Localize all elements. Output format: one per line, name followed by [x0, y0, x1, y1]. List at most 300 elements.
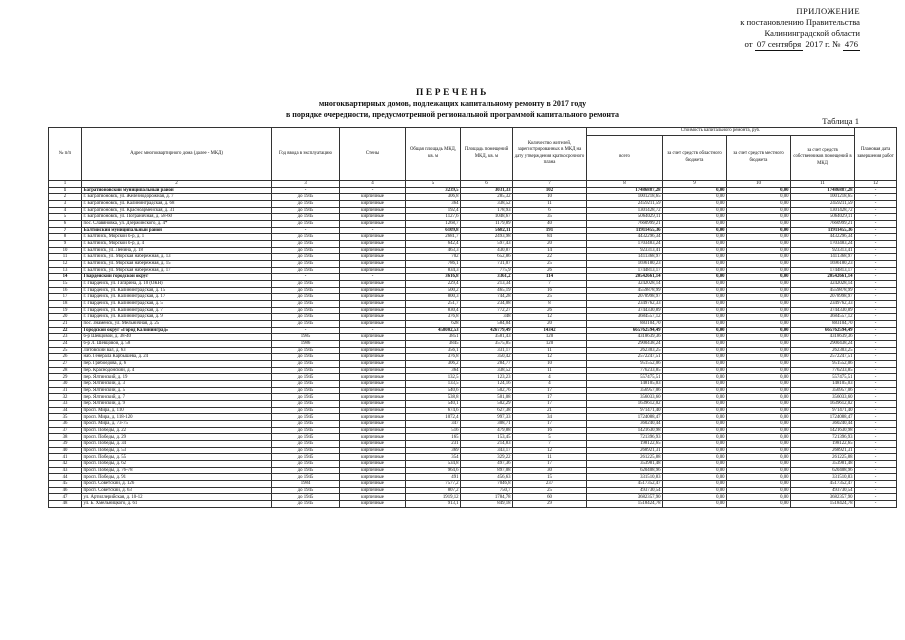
row-number: 43	[49, 467, 82, 474]
planned-date-cell: -	[855, 414, 897, 421]
regional-cost-cell: 0,00	[663, 200, 727, 207]
area-premises-cell: 3575,85	[461, 340, 513, 347]
area-total-cell: 830,4	[406, 307, 461, 314]
table-row	[49, 247, 897, 254]
area-premises-cell: 731,07	[461, 260, 513, 267]
residents-cell: 15	[513, 474, 587, 481]
owners-cost-cell: 4517352,47	[791, 481, 855, 488]
table-row	[49, 280, 897, 287]
local-cost-cell: 0,00	[727, 467, 791, 474]
local-cost-cell: 0,00	[727, 354, 791, 361]
owners-cost-cell: 1421630,98	[791, 427, 855, 434]
walls-cell: кирпичные	[340, 414, 406, 421]
residents-cell: 17	[513, 401, 587, 408]
address-cell: г. Багратионовск, ул. Пограничная, д. 58-60	[82, 214, 272, 221]
header-year: Год ввода в эксплуатацию	[272, 128, 340, 181]
area-premises-cell: 502,29	[461, 401, 513, 408]
total-cost-cell: 620408,96	[587, 467, 663, 474]
row-number: 36	[49, 421, 82, 428]
planned-date-cell: -	[855, 347, 897, 354]
address-cell: г. Гвардейск, ул. Калининградская, д. 17	[82, 294, 272, 301]
total-cost-cell: 665762594,49	[587, 327, 663, 334]
walls-cell: кирпичные	[340, 461, 406, 468]
row-number: 10	[49, 247, 82, 254]
local-cost-cell: 0,00	[727, 207, 791, 214]
walls-cell: кирпичные	[340, 421, 406, 428]
walls-cell: кирпичные	[340, 387, 406, 394]
row-number: 14	[49, 274, 82, 281]
walls-cell: кирпичные	[340, 441, 406, 448]
residents-cell: 25	[513, 260, 587, 267]
year-cell: до 1945	[272, 454, 340, 461]
table-row	[49, 447, 897, 454]
walls-cell: кирпичные	[340, 214, 406, 221]
table-row	[49, 474, 897, 481]
appendix-heading: ПРИЛОЖЕНИЕ	[796, 6, 860, 16]
total-cost-cell: 721396,93	[587, 434, 663, 441]
total-cost-cell: 951552,06	[587, 360, 663, 367]
local-cost-cell: 0,00	[727, 320, 791, 327]
address-cell: б-р Шевцовой, д. 38-40	[82, 334, 272, 341]
area-premises-cell: 3031,33	[461, 187, 513, 194]
owners-cost-cell: 923313,41	[791, 247, 855, 254]
table-row	[49, 421, 897, 428]
area-total-cell: 347	[406, 421, 461, 428]
area-premises-cell: 178,93	[461, 207, 513, 214]
planned-date-cell: -	[855, 487, 897, 494]
residents-cell: 14342	[513, 327, 587, 334]
row-number: 17	[49, 294, 82, 301]
address-cell: просп. Победы, д. 53	[82, 447, 272, 454]
regional-cost-cell: 0,00	[663, 187, 727, 194]
table-row	[49, 320, 897, 327]
header-local: за счет средств местного бюджета	[727, 135, 791, 180]
total-cost-cell: 198122,65	[587, 441, 663, 448]
row-number: 5	[49, 214, 82, 221]
regional-cost-cell: 0,00	[663, 487, 727, 494]
owners-cost-cell: 262303,25	[791, 347, 855, 354]
regional-cost-cell: 0,00	[663, 481, 727, 488]
regional-cost-cell: 0,00	[663, 360, 727, 367]
total-cost-cell: 5064029,11	[587, 214, 663, 221]
walls-cell: кирпичные	[340, 234, 406, 241]
column-number: 5	[406, 180, 461, 187]
area-total-cell: 231	[406, 441, 461, 448]
local-cost-cell: 0,00	[727, 441, 791, 448]
total-cost-cell: 3682357,90	[587, 494, 663, 501]
walls-cell: кирпичные	[340, 360, 406, 367]
walls-cell: кирпичные	[340, 367, 406, 374]
residents-cell: 60	[513, 494, 587, 501]
table-row	[49, 387, 897, 394]
owners-cost-cell: 4559878,99	[791, 287, 855, 294]
residents-cell: 25	[513, 294, 587, 301]
walls-cell: кирпичные	[340, 394, 406, 401]
owners-cost-cell: 2572247,51	[791, 354, 855, 361]
residents-cell: 30	[513, 467, 587, 474]
area-total-cell: 642,4	[406, 240, 461, 247]
residents-cell: 34	[513, 414, 587, 421]
residents-cell: 10	[513, 360, 587, 367]
table-row	[49, 314, 897, 321]
regional-cost-cell: 0,00	[663, 247, 727, 254]
owners-cost-cell: 1703483,24	[791, 240, 855, 247]
area-premises-cell: 997,33	[461, 414, 513, 421]
year-cell: до 1945	[272, 194, 340, 201]
subtotal-row	[49, 187, 897, 194]
local-cost-cell: 0,00	[727, 387, 791, 394]
area-total-cell: 165	[406, 434, 461, 441]
area-premises-cell: 338,52	[461, 200, 513, 207]
planned-date-cell: -	[855, 427, 897, 434]
walls-cell: кирпичные	[340, 494, 406, 501]
area-premises-cell: 350,42	[461, 354, 513, 361]
local-cost-cell: 0,00	[727, 327, 791, 334]
regional-cost-cell: 0,00	[663, 220, 727, 227]
total-cost-cell: 17486887,28	[587, 187, 663, 194]
owners-cost-cell: 493730,54	[791, 487, 855, 494]
area-premises-cell: 3361,2	[461, 274, 513, 281]
regional-cost-cell: 0,00	[663, 401, 727, 408]
area-total-cell: 800,3	[406, 294, 461, 301]
owners-cost-cell: 557475,51	[791, 374, 855, 381]
owners-cost-cell: 665762594,49	[791, 327, 855, 334]
appendix-block	[650, 6, 860, 51]
area-premises-cell: 3581,43	[461, 334, 513, 341]
local-cost-cell: 0,00	[727, 494, 791, 501]
row-number: 42	[49, 461, 82, 468]
area-total-cell: 356,1	[406, 347, 461, 354]
area-premises-cell: 348	[461, 314, 513, 321]
residents-cell: 191	[513, 227, 587, 234]
table-row	[49, 354, 897, 361]
planned-date-cell: -	[855, 294, 897, 301]
regional-cost-cell: 0,00	[663, 501, 727, 508]
walls-cell: кирпичные	[340, 260, 406, 267]
residents-cell: 114	[513, 274, 587, 281]
row-number: 8	[49, 234, 82, 241]
owners-cost-cell: 4432296,34	[791, 234, 855, 241]
owners-cost-cell: 3682357,90	[791, 494, 855, 501]
row-number: 26	[49, 354, 82, 361]
walls-cell: кирпичные	[340, 354, 406, 361]
column-number: 2	[82, 180, 272, 187]
table-row	[49, 340, 897, 347]
area-premises-cell: 479,88	[461, 427, 513, 434]
table-row	[49, 407, 897, 414]
planned-date-cell: -	[855, 447, 897, 454]
column-number: 7	[513, 180, 587, 187]
address-cell: г. Гвардейск, ул. Калининградская, д. 9	[82, 314, 272, 321]
planned-date-cell: -	[855, 334, 897, 341]
table-row	[49, 260, 897, 267]
appendix-region-line: Калининградской области	[764, 28, 860, 38]
regional-cost-cell: 0,00	[663, 254, 727, 261]
address-cell: г. Балтийск, ул. Ленина, д. 18	[82, 247, 272, 254]
header-residents: Количество жителей, зарегистрированных в МКД на дату утверждения краткосрочного плана	[513, 128, 587, 181]
area-total-cell: 364	[406, 367, 461, 374]
area-premises-cell: 284,77	[461, 360, 513, 367]
year-cell: до 1945	[272, 421, 340, 428]
header-owners: за счет средств собственников помещений в МКД	[791, 135, 855, 180]
table-row	[49, 441, 897, 448]
residents-cell: 17	[513, 461, 587, 468]
local-cost-cell: 0,00	[727, 260, 791, 267]
area-total-cell: 491	[406, 474, 461, 481]
address-cell: г. Гвардейск, ул. Калининградская, д. 15	[82, 287, 272, 294]
local-cost-cell: 0,00	[727, 294, 791, 301]
table-body	[49, 187, 897, 507]
date-prefix: от	[744, 39, 753, 49]
area-total-cell: 229,4	[406, 280, 461, 287]
residents-cell: 17	[513, 394, 587, 401]
planned-date-cell: -	[855, 454, 897, 461]
area-premises-cell: 501,08	[461, 394, 513, 401]
owners-cost-cell: 1301428,72	[791, 207, 855, 214]
table-row	[49, 360, 897, 367]
row-number: 33	[49, 401, 82, 408]
residents-cell: 237	[513, 481, 587, 488]
year-cell: 1986	[272, 340, 340, 347]
table-row	[49, 467, 897, 474]
area-total-cell: 463,3	[406, 247, 461, 254]
area-total-cell: 702	[406, 254, 461, 261]
local-cost-cell: 0,00	[727, 247, 791, 254]
regional-cost-cell: 0,00	[663, 327, 727, 334]
row-number: 4	[49, 207, 82, 214]
area-premises-cell: 897,08	[461, 467, 513, 474]
residents-cell: 11	[513, 454, 587, 461]
area-premises-cell: 627,38	[461, 407, 513, 414]
owners-cost-cell: 20542661,14	[791, 274, 855, 281]
row-number: 15	[49, 280, 82, 287]
address-cell: просп. Победы, д. 91	[82, 474, 272, 481]
row-number: 27	[49, 360, 82, 367]
table-row	[49, 207, 897, 214]
table-row	[49, 300, 897, 307]
area-total-cell: 3851	[406, 334, 461, 341]
regional-cost-cell: 0,00	[663, 380, 727, 387]
row-number: 44	[49, 474, 82, 481]
year-cell: до 1945	[272, 401, 340, 408]
planned-date-cell: -	[855, 421, 897, 428]
total-cost-cell: 1696180,23	[587, 260, 663, 267]
planned-date-cell: -	[855, 461, 897, 468]
owners-cost-cell: 951552,06	[791, 360, 855, 367]
walls-cell: кирпичные	[340, 240, 406, 247]
address-cell: Гвардейский городской округ	[82, 274, 272, 281]
year-cell: до 1945	[272, 347, 340, 354]
regional-cost-cell: 0,00	[663, 267, 727, 274]
planned-date-cell: -	[855, 441, 897, 448]
row-number: 30	[49, 380, 82, 387]
year-cell: до 1945	[272, 300, 340, 307]
planned-date-cell: -	[855, 327, 897, 334]
row-number: 18	[49, 300, 82, 307]
residents-cell: 7	[513, 280, 587, 287]
year-cell: до 1945	[272, 360, 340, 367]
residents-cell: 26	[513, 267, 587, 274]
column-number: 10	[727, 180, 791, 187]
regional-cost-cell: 0,00	[663, 394, 727, 401]
address-cell: Литовский вал, д. 63	[82, 347, 272, 354]
table-row	[49, 254, 897, 261]
header-no: № п/п	[49, 128, 82, 181]
total-cost-cell: 557475,51	[587, 374, 663, 381]
area-total-cell: 458002,53	[406, 327, 461, 334]
total-cost-cell: 4318639,36	[587, 334, 663, 341]
row-number: 48	[49, 501, 82, 508]
column-number: 4	[340, 180, 406, 187]
residents-cell: 8	[513, 300, 587, 307]
column-number: 3	[272, 180, 340, 187]
owners-cost-cell: 1724088,47	[791, 414, 855, 421]
walls-cell: кирпичные	[340, 194, 406, 201]
year-cell: до 1945	[272, 441, 340, 448]
area-premises-cell: 465,19	[461, 287, 513, 294]
residents-cell: 20	[513, 240, 587, 247]
total-cost-cell: 776233,85	[587, 367, 663, 374]
total-cost-cell: 356957,06	[587, 387, 663, 394]
regional-cost-cell: 0,00	[663, 340, 727, 347]
table-row	[49, 454, 897, 461]
residents-cell: 22	[513, 254, 587, 261]
area-total-cell: 364	[406, 200, 461, 207]
address-cell: пос. Славяновка, ул. Дзержинского, д. 4*	[82, 220, 272, 227]
address-cell: г. Гвардейск, ул. Гагарина, д. 10 (ОКН)	[82, 280, 272, 287]
year-cell: до 1945	[272, 374, 340, 381]
local-cost-cell: 0,00	[727, 461, 791, 468]
walls-cell: кирпичные	[340, 320, 406, 327]
planned-date-cell: -	[855, 300, 897, 307]
local-cost-cell: 0,00	[727, 481, 791, 488]
planned-date-cell: -	[855, 494, 897, 501]
row-number: 34	[49, 407, 82, 414]
total-cost-cell: 923313,41	[587, 247, 663, 254]
area-total-cell: 913,1	[406, 501, 461, 508]
local-cost-cell: 0,00	[727, 240, 791, 247]
area-total-cell: 786,1	[406, 260, 461, 267]
residents-cell: 10	[513, 194, 587, 201]
total-cost-cell: 1703483,24	[587, 240, 663, 247]
address-cell: пос. Знаменск, ул. Мельничная, д. 25	[82, 320, 272, 327]
regional-cost-cell: 0,00	[663, 287, 727, 294]
year-cell: -	[272, 227, 340, 234]
area-premises-cell: 2493,98	[461, 234, 513, 241]
table-row	[49, 267, 897, 274]
column-number: 11	[791, 180, 855, 187]
address-cell: г. Балтийск, Морской б-р, д. 4	[82, 240, 272, 247]
total-cost-cell: 493730,54	[587, 487, 663, 494]
year-cell: до 1945	[272, 501, 340, 508]
year-cell: -	[272, 274, 340, 281]
local-cost-cell: 0,00	[727, 434, 791, 441]
planned-date-cell: -	[855, 260, 897, 267]
total-cost-cell: 356033,60	[587, 394, 663, 401]
planned-date-cell: -	[855, 187, 897, 194]
planned-date-cell: -	[855, 220, 897, 227]
address-cell: пер. Краснодонский, д. 4	[82, 367, 272, 374]
address-cell: Багратионовский муниципальный район	[82, 187, 272, 194]
owners-cost-cell: 261225,88	[791, 454, 855, 461]
residents-cell: 120	[513, 334, 587, 341]
table-row	[49, 401, 897, 408]
year-cell: до 1945	[272, 314, 340, 321]
year-cell: до 1945	[272, 427, 340, 434]
planned-date-cell: -	[855, 287, 897, 294]
total-cost-cell: 1518424,78	[587, 501, 663, 508]
row-number: 2	[49, 194, 82, 201]
area-total-cell: 6109,8	[406, 227, 461, 234]
area-total-cell: 540,6	[406, 387, 461, 394]
year-cell: до 1945	[272, 234, 340, 241]
regional-cost-cell: 0,00	[663, 447, 727, 454]
planned-date-cell: -	[855, 254, 897, 261]
local-cost-cell: 0,00	[727, 274, 791, 281]
area-premises-cell: 1048,67	[461, 214, 513, 221]
total-cost-cell: 331510,83	[587, 474, 663, 481]
row-number: 9	[49, 240, 82, 247]
address-cell: пер. Ялтинский, д. 9	[82, 401, 272, 408]
row-number: 3	[49, 200, 82, 207]
area-total-cell: 628	[406, 320, 461, 327]
regional-cost-cell: 0,00	[663, 494, 727, 501]
regional-cost-cell: 0,00	[663, 367, 727, 374]
planned-date-cell: -	[855, 367, 897, 374]
local-cost-cell: 0,00	[727, 360, 791, 367]
area-total-cell: 3845	[406, 340, 461, 347]
planned-date-cell: -	[855, 214, 897, 221]
local-cost-cell: 0,00	[727, 194, 791, 201]
walls-cell: кирпичные	[340, 340, 406, 347]
owners-cost-cell: 11911455,36	[791, 227, 855, 234]
total-cost-cell: 971471,40	[587, 407, 663, 414]
column-numbers-row	[49, 180, 897, 187]
number-prefix: №	[832, 39, 841, 49]
subtotal-row	[49, 274, 897, 281]
table-row	[49, 414, 897, 421]
residents-cell: 21	[513, 407, 587, 414]
year-cell: до 1945	[272, 434, 340, 441]
regional-cost-cell: 0,00	[663, 314, 727, 321]
residents-cell: 4	[513, 374, 587, 381]
row-number: 24	[49, 340, 82, 347]
regional-cost-cell: 0,00	[663, 240, 727, 247]
walls-cell: кирпичные	[340, 280, 406, 287]
table-row	[49, 367, 897, 374]
total-cost-cell: 1744813,17	[587, 267, 663, 274]
owners-cost-cell: 2459211,59	[791, 200, 855, 207]
year-cell: до 1945	[272, 467, 340, 474]
table-row	[49, 461, 897, 468]
local-cost-cell: 0,00	[727, 501, 791, 508]
address-cell: ул. Артиллерийская, д. 10-12	[82, 494, 272, 501]
regional-cost-cell: 0,00	[663, 434, 727, 441]
walls-cell: кирпичные	[340, 407, 406, 414]
total-cost-cell: 4559878,99	[587, 287, 663, 294]
area-total-cell: 3239,5	[406, 187, 461, 194]
walls-cell: кирпичные	[340, 287, 406, 294]
walls-cell: кирпичные	[340, 300, 406, 307]
planned-date-cell: -	[855, 340, 897, 347]
address-cell: просп. Мира, д. 73-75	[82, 421, 272, 428]
year-cell: до 1945	[272, 487, 340, 494]
local-cost-cell: 0,00	[727, 394, 791, 401]
table-row	[49, 294, 897, 301]
area-premises-cell: 775,9	[461, 267, 513, 274]
year-cell: до 1945	[272, 280, 340, 287]
header-area-total: Общая площадь МКД, кв. м	[406, 128, 461, 181]
